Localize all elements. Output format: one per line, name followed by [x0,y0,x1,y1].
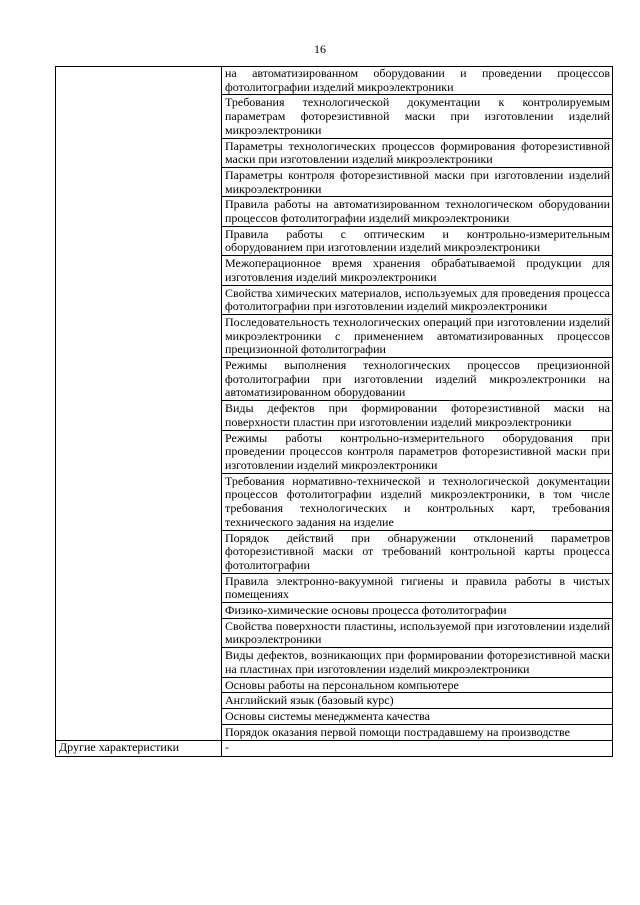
list-item: Последовательность технологических операций при изготовлении изделий микроэлектроники с применением автоматизированных процессов прецизионной фотолитографии [222,314,612,357]
knowledge-list-cell [222,67,613,741]
list-item: Физико-химические основы процесса фотолитографии [222,602,612,618]
empty-label-cell [56,67,222,741]
list-item: Требования технологической документации к контролируемым параметрам фоторезистивной маски при изготовлении изделий микроэлектроники [222,94,612,137]
table-row [56,741,613,757]
list-item: на автоматизированном оборудовании и проведении процессов фотолитографии изделий микроэлектроники [225,66,610,94]
list-item: Режимы выполнения технологических процессов прецизионной фотолитографии при изготовлении изделий микроэлектроники на автоматизированном оборудовании [222,357,612,400]
list-item: Межоперационное время хранения обрабатываемой продукции для изготовления изделий микроэлектроники [222,255,612,284]
list-item: Основы системы менеджмента качества [222,708,612,724]
page-number: 16 [314,42,326,56]
list-item: Порядок оказания первой помощи пострадавшему на производстве [222,724,612,740]
list-item: Правила работы с оптическим и контрольно-измерительным оборудованием при изготовлении изделий микроэлектроники [222,226,612,255]
list-item: Режимы работы контрольно-измерительного оборудования при проведении процессов контроля параметров фоторезистивной маски при изготовлении изделий микроэлектроники [222,430,612,473]
table-row [56,67,613,741]
list-item: Требования нормативно-технической и технологической документации процессов фотолитографии изделий микроэлектроники, в том числе требования технологических и контрольных карт, требования технического задания на изделие [222,473,612,530]
list-item: Свойства химических материалов, используемых для проведения процесса фотолитографии при изготовлении изделий микроэлектроники [222,285,612,314]
list-item: Правила электронно-вакуумной гигиены и правила работы в чистых помещениях [222,573,612,602]
list-item: Параметры контроля фоторезистивной маски при изготовлении изделий микроэлектроники [222,167,612,196]
list-item: Правила работы на автоматизированном технологическом оборудовании процессов фотолитографии изделий микроэлектроники [222,196,612,225]
list-item: Основы работы на персональном компьютере [222,677,612,693]
list-item: Свойства поверхности пластины, используемой при изготовлении изделий микроэлектроники [222,618,612,647]
other-characteristics-label: Другие характеристики [56,741,222,757]
list-item: Порядок действий при обнаружении отклонений параметров фоторезистивной маски от требований контрольной карты процесса фотолитографии [222,530,612,573]
requirements-table [55,66,613,757]
list-item: Английский язык (базовый курс) [222,692,612,708]
other-characteristics-value: - [222,741,613,757]
list-item: Виды дефектов при формировании фоторезистивной маски на поверхности пластин при изготовлении изделий микроэлектроники [222,400,612,429]
list-item: Параметры технологических процессов формирования фоторезистивной маски при изготовлении изделий микроэлектроники [222,138,612,167]
list-item: Виды дефектов, возникающих при формировании фоторезистивной маски на пластинах при изготовлении изделий микроэлектроники [222,647,612,676]
